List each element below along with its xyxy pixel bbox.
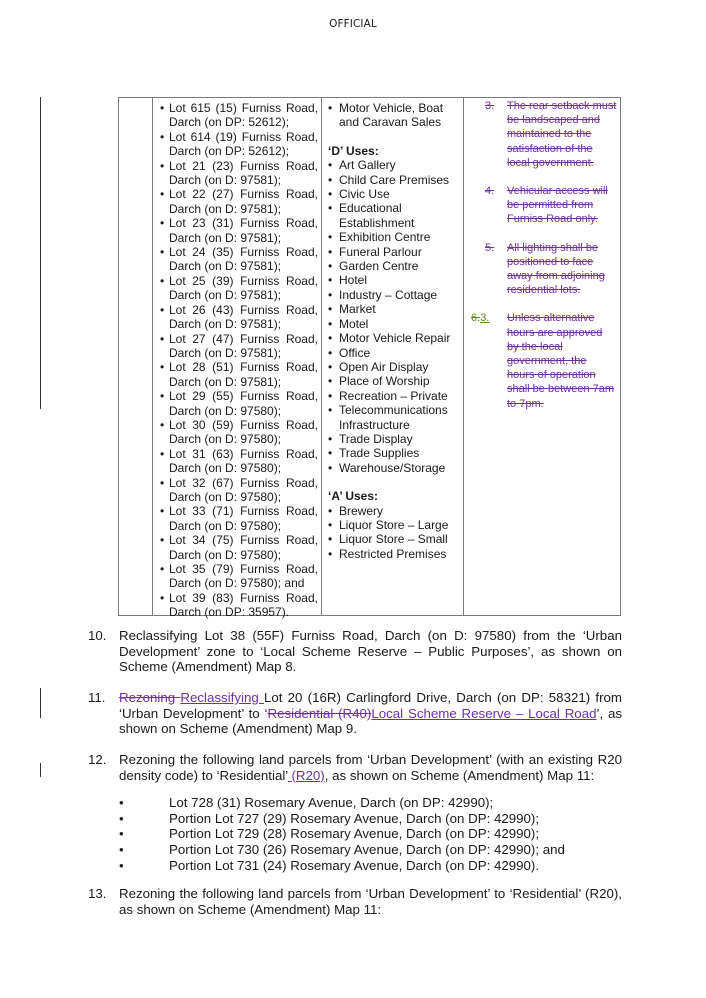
use-item: • Motor Vehicle, Boat and Caravan Sales	[328, 101, 462, 130]
parcel-item: • Lot 728 (31) Rosemary Avenue, Darch (on DP: 42990);	[119, 795, 622, 811]
lot-item: • Lot 31 (63) Furniss Road, Darch (on D: 97580);	[160, 447, 318, 476]
condition-number-deleted: 6.	[471, 312, 481, 325]
item-10	[88, 628, 622, 675]
item-number: 12.	[88, 752, 107, 767]
item-text: Rezoning the following land parcels from ‘Urban Development’ to ‘Residential’ (R20), as shown on Scheme (Amendment) Map 11:	[119, 886, 622, 917]
inserted-text: Reclassifying	[180, 690, 264, 705]
use-item: • Telecommunications Infrastructure	[328, 403, 462, 432]
table-col-conditions	[464, 98, 620, 615]
use-item: • Industry – Cottage	[328, 288, 462, 302]
inserted-text: (R20)	[287, 767, 325, 783]
zoning-table	[118, 97, 621, 620]
lot-item: • Lot 28 (51) Furniss Road, Darch (on D: 97581);	[160, 360, 318, 389]
lot-item: • Lot 35 (79) Furniss Road, Darch (on D: 97580); and	[160, 562, 318, 591]
lot-item: • Lot 34 (75) Furniss Road, Darch (on D: 97580);	[160, 533, 318, 562]
change-bar	[40, 763, 41, 777]
item-12	[88, 752, 622, 873]
condition-text: Unless alternative hours are approved by the local government, the hours of operation shall be between 7am to 7pm.	[507, 312, 615, 410]
parcel-item: • Portion Lot 731 (24) Rosemary Avenue, Darch (on DP: 42990).	[119, 858, 622, 874]
condition-text: The rear setback must be landscaped and maintained to the satisfaction of the local government.	[507, 100, 617, 169]
lot-item: • Lot 27 (47) Furniss Road, Darch (on D: 97581);	[160, 332, 318, 361]
use-item: • Garden Centre	[328, 259, 462, 273]
item-number: 11.	[88, 690, 106, 705]
condition-item	[485, 241, 617, 298]
parcel-item: • Portion Lot 730 (26) Rosemary Avenue, Darch (on DP: 42990); and	[119, 842, 622, 858]
parcel-item: • Portion Lot 729 (28) Rosemary Avenue, Darch (on DP: 42990);	[119, 826, 622, 842]
use-item: • Motel	[328, 317, 462, 331]
condition-number: 4.	[485, 185, 495, 198]
table-col-lots	[153, 98, 322, 620]
change-bar	[40, 688, 41, 718]
lots-list	[160, 101, 318, 620]
use-item: • Brewery	[328, 504, 462, 518]
table-col-uses	[322, 98, 464, 615]
lot-item: • Lot 614 (19) Furniss Road, Darch (on DP: 52612);	[160, 130, 318, 159]
use-item: • Civic Use	[328, 187, 462, 201]
d-uses-heading: ‘D’ Uses:	[328, 143, 379, 158]
condition-text: Vehicular access will be permitted from Furniss Road only.	[507, 185, 608, 226]
d-uses-list	[328, 158, 462, 475]
deleted-text: Residential (R40)	[267, 705, 372, 721]
lot-item: • Lot 39 (83) Furniss Road, Darch (on DP: 35957).	[160, 591, 318, 620]
lot-item: • Lot 32 (67) Furniss Road, Darch (on D: 97580);	[160, 476, 318, 505]
item-13	[88, 886, 622, 917]
use-item: • Trade Display	[328, 432, 462, 446]
item-text	[119, 752, 622, 783]
use-item: • Office	[328, 346, 462, 360]
item-number: 10.	[88, 628, 107, 643]
change-bar	[40, 97, 41, 409]
condition-number-group	[471, 311, 489, 325]
item-number: 13.	[88, 886, 107, 901]
text: Rezoning the following land parcels from ‘Urban Development’ (with an existing R20 density code) to ‘Residential’	[119, 752, 622, 783]
lot-item: • Lot 615 (15) Furniss Road, Darch (on DP: 52612);	[160, 101, 318, 130]
lot-item: • Lot 29 (55) Furniss Road, Darch (on D: 97580);	[160, 389, 318, 418]
item-text: Reclassifying Lot 38 (55F) Furniss Road, Darch (on D: 97580) from the ‘Urban Development’ zone to ‘Local Scheme Reserve – Public Purposes’, as shown on Scheme (Amendment) Map 8.	[119, 628, 622, 675]
text: Lot 20 (16R) Carlingford Drive, Darch (on DP: 58321) from ‘Urban Development’ to ‘	[119, 690, 623, 721]
lot-item: • Lot 30 (59) Furniss Road, Darch (on D: 97580);	[160, 418, 318, 447]
text: , as shown on Scheme (Amendment) Map 11:	[324, 767, 595, 783]
use-item: • Hotel	[328, 273, 462, 287]
use-item: • Funeral Parlour	[328, 245, 462, 259]
use-item: • Market	[328, 302, 462, 316]
lot-item: • Lot 26 (43) Furniss Road, Darch (on D: 97581);	[160, 303, 318, 332]
inserted-text: Local Scheme Reserve – Local Road	[371, 705, 597, 721]
lot-item: • Lot 21 (23) Furniss Road, Darch (on D: 97581);	[160, 159, 318, 188]
lot-item: • Lot 22 (27) Furniss Road, Darch (on D: 97581);	[160, 187, 318, 216]
table-col-number	[119, 98, 153, 615]
condition-item	[485, 184, 617, 227]
use-item: • Open Air Display	[328, 360, 462, 374]
item-11	[88, 690, 622, 737]
parcel-list	[88, 795, 622, 873]
use-item: • Liquor Store – Large	[328, 518, 462, 532]
use-item: • Exhibition Centre	[328, 230, 462, 244]
item-text	[119, 690, 622, 737]
a-uses-list	[328, 504, 462, 562]
use-item: • Art Gallery	[328, 158, 462, 172]
condition-text: All lighting shall be positioned to face away from adjoining residential lots.	[507, 241, 605, 297]
condition-item	[471, 311, 617, 410]
parcel-item: • Portion Lot 727 (29) Rosemary Avenue, Darch (on DP: 42990);	[119, 811, 622, 827]
use-item: • Motor Vehicle Repair	[328, 331, 462, 345]
deleted-text: Rezoning	[119, 690, 181, 705]
a-uses-heading: ‘A’ Uses:	[328, 489, 379, 504]
use-item: • Recreation – Private	[328, 389, 462, 403]
lot-item: • Lot 23 (31) Furniss Road, Darch (on D: 97581);	[160, 216, 318, 245]
p-uses-list	[328, 101, 462, 130]
condition-number: 3.	[485, 100, 495, 112]
security-classification: OFFICIAL	[329, 18, 377, 30]
condition-number-inserted: 3.	[480, 312, 490, 325]
use-item: • Trade Supplies	[328, 446, 462, 460]
lot-item: • Lot 24 (35) Furniss Road, Darch (on D: 97581);	[160, 245, 318, 274]
use-item: • Restricted Premises	[328, 547, 462, 561]
use-item: • Place of Worship	[328, 374, 462, 388]
text: ’, as shown on Scheme (Amendment) Map 9.	[119, 705, 622, 737]
lot-item: • Lot 33 (71) Furniss Road, Darch (on D: 97580);	[160, 504, 318, 533]
condition-number: 5.	[485, 241, 495, 254]
use-item: • Educational Establishment	[328, 201, 462, 230]
condition-item	[485, 99, 617, 170]
use-item: • Child Care Premises	[328, 173, 462, 187]
lot-item: • Lot 25 (39) Furniss Road, Darch (on D: 97581);	[160, 274, 318, 303]
use-item: • Warehouse/Storage	[328, 461, 462, 475]
use-item: • Liquor Store – Small	[328, 532, 462, 546]
